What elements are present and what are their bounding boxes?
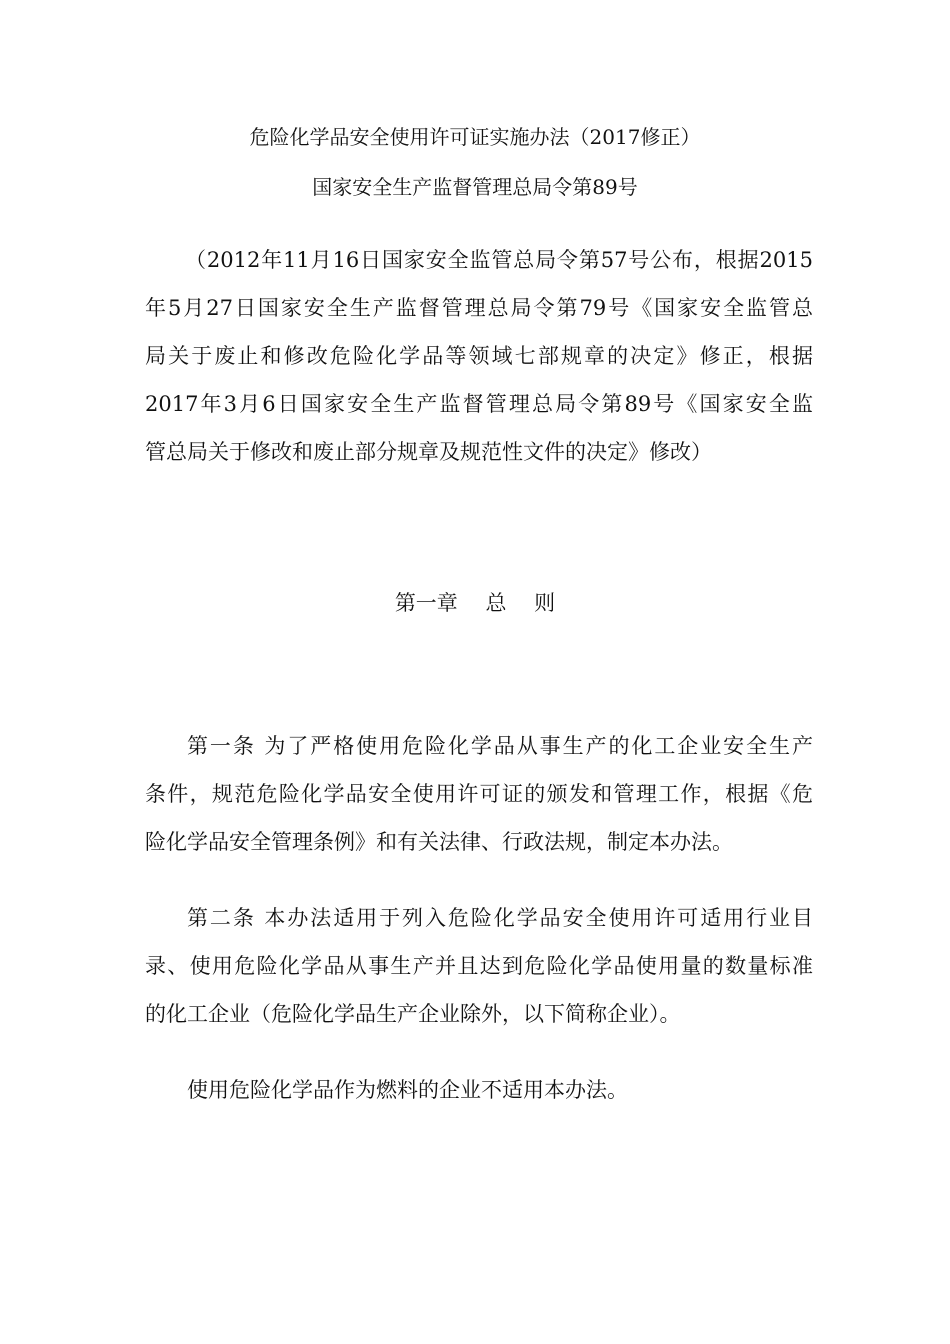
document-title: 危险化学品安全使用许可证实施办法（2017修正） <box>249 125 701 149</box>
article-2 <box>145 894 813 1038</box>
chapter-heading: 第一章 总 则 <box>394 591 556 615</box>
history-line: （2012年11月16日国家安全监管总局令第57号公布，根据2015 <box>185 248 813 272</box>
article-line: 录、使用危险化学品从事生产并且达到危险化学品使用量的数量标准 <box>145 954 813 978</box>
history-line: 局关于废止和修改危险化学品等领域七部规章的决定》修正，根据 <box>145 344 813 368</box>
article-line: 条件，规范危险化学品安全使用许可证的颁发和管理工作，根据《危 <box>145 782 813 806</box>
history-line: 2017年3月6日国家安全生产监督管理总局令第89号《国家安全监 <box>145 392 813 416</box>
article-1 <box>145 722 813 866</box>
history-line: 管总局关于修改和废止部分规章及规范性文件的决定》修改） <box>145 440 712 464</box>
article-line: 使用危险化学品作为燃料的企业不适用本办法。 <box>187 1078 628 1102</box>
article-2-paragraph <box>145 1066 813 1114</box>
history-line: 年5月27日国家安全生产监督管理总局令第79号《国家安全监管总 <box>145 296 813 320</box>
article-line: 第二条 本办法适用于列入危险化学品安全使用许可适用行业目 <box>187 906 813 930</box>
order-number: 国家安全生产监督管理总局令第89号 <box>312 175 638 199</box>
article-line: 的化工企业（危险化学品生产企业除外，以下简称企业）。 <box>145 1002 681 1026</box>
article-line: 第一条 为了严格使用危险化学品从事生产的化工企业安全生产 <box>187 734 813 758</box>
article-line: 险化学品安全管理条例》和有关法律、行政法规，制定本办法。 <box>145 830 733 854</box>
revision-history <box>145 236 813 476</box>
